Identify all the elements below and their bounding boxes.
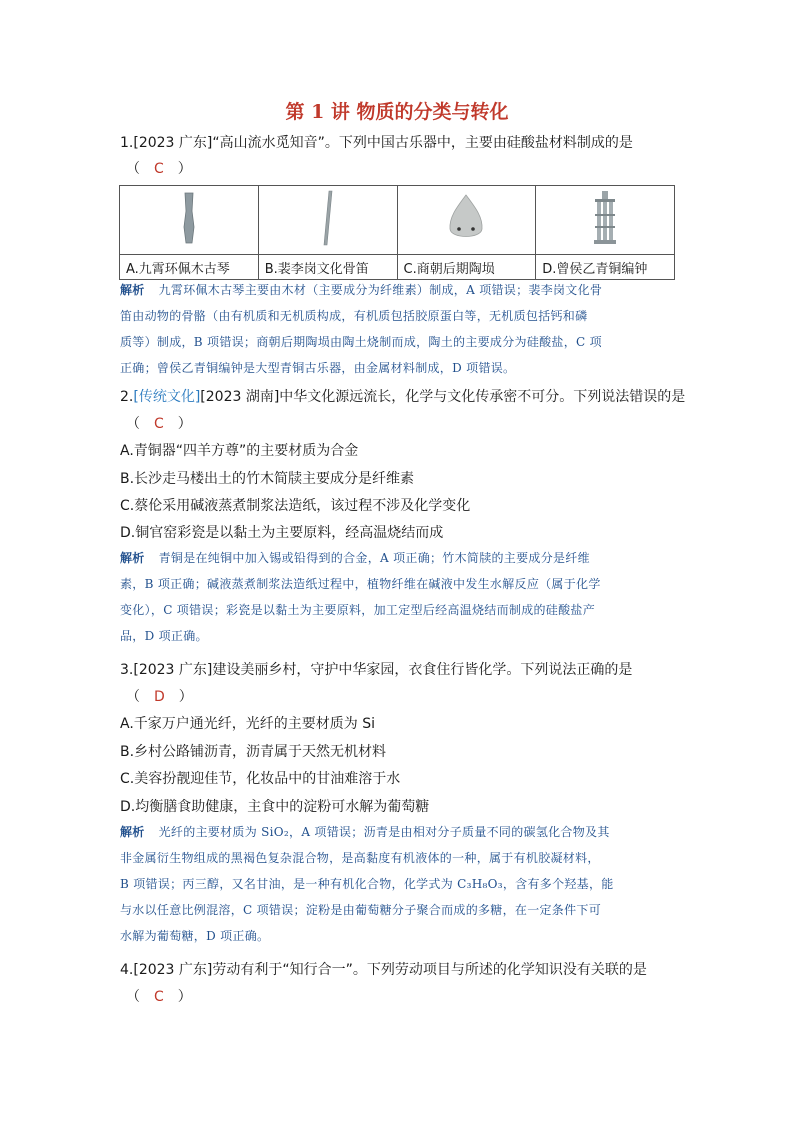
explanation-label: 解析 xyxy=(120,283,145,297)
option-d-cell: D.曾侯乙青铜编钟 xyxy=(536,255,675,280)
question-1-answer: （ C ） xyxy=(126,161,192,177)
answer-letter: C xyxy=(154,161,164,177)
table-cell xyxy=(120,186,259,255)
option-b-cell: B.裴李岗文化骨笛 xyxy=(258,255,397,280)
question-1-explanation xyxy=(120,277,676,381)
explanation-line: B 项错误；丙三醇，又名甘油，是一种有机化合物，化学式为 C₃H₈O₃，含有多个羟基，能 xyxy=(120,877,614,891)
question-3-explanation xyxy=(120,819,676,949)
answer-letter: D xyxy=(154,689,165,705)
question-1-stem: 1.[2023 广东]“高山流水觅知音”。下列中国古乐器中，主要由硅酸盐材料制成的是 xyxy=(120,135,633,151)
explanation-line: 非金属衍生物组成的黑褐色复杂混合物，是高黏度有机液体的一种，属于有机胶凝材料， xyxy=(120,851,600,865)
explanation-line: 解析 九霄环佩木古琴主要由木材（主要成分为纤维素）制成，A 项错误；裴李岗文化骨 xyxy=(120,283,603,297)
question-2-option-b: B.长沙走马楼出土的竹木简牍主要成分是纤维素 xyxy=(120,471,415,487)
page-title: 第 1 讲 物质的分类与转化 xyxy=(285,101,509,123)
explanation-line: 水解为葡萄糖，D 项正确。 xyxy=(120,929,270,943)
category-tag: [传统文化] xyxy=(133,389,201,405)
question-2-option-d: D.铜官窑彩瓷是以黏土为主要原料，经高温烧结而成 xyxy=(120,525,444,541)
explanation-label: 解析 xyxy=(120,825,145,839)
question-3-option-a: A.千家万户通光纤，光纤的主要材质为 Si xyxy=(120,716,376,732)
question-3-answer: （ D ） xyxy=(126,689,193,705)
question-4-answer: （ C ） xyxy=(126,989,192,1005)
explanation-line: 与水以任意比例混溶，C 项错误；淀粉是由葡萄糖分子聚合而成的多糖，在一定条件下可 xyxy=(120,903,601,917)
question-4-stem: 4.[2023 广东]劳动有利于“知行合一”。下列劳动项目与所述的化学知识没有关联的是 xyxy=(120,962,647,978)
explanation-line: 正确；曾侯乙青铜编钟是大型青铜古乐器，由金属材料制成，D 项错误。 xyxy=(120,361,516,375)
explanation-line: 质等）制成，B 项错误；商朝后期陶埙由陶土烧制而成，陶土的主要成分为硅酸盐，C 项 xyxy=(120,335,602,349)
question-3-option-c: C.美容扮靓迎佳节，化妆品中的甘油难溶于水 xyxy=(120,771,401,787)
explanation-line: 解析 青铜是在纯铜中加入锡或铅得到的合金，A 项正确；竹木简牍的主要成分是纤维 xyxy=(120,551,590,565)
question-2-option-a: A.青铜器“四羊方尊”的主要材质为合金 xyxy=(120,443,359,459)
xun-icon xyxy=(445,193,487,243)
table-cell xyxy=(258,186,397,255)
option-c-cell: C.商朝后期陶埙 xyxy=(397,255,536,280)
explanation-line: 变化），C 项错误；彩瓷是以黏土为主要原料，加工定型后经高温烧结而制成的硅酸盐产 xyxy=(120,603,595,617)
explanation-line: 素，B 项正确；碱液蒸煮制浆法造纸过程中，植物纤维在碱液中发生水解反应（属于化学 xyxy=(120,577,601,591)
table-cell xyxy=(536,186,675,255)
question-2-option-c: C.蔡伦采用碱液蒸煮制浆法造纸，该过程不涉及化学变化 xyxy=(120,498,471,514)
explanation-line: 解析 光纤的主要材质为 SiO₂，A 项错误；沥青是由相对分子质量不同的碳氢化合物及其 xyxy=(120,825,610,839)
instrument-table xyxy=(119,185,675,280)
bone-flute-icon xyxy=(321,189,335,247)
question-3-stem: 3.[2023 广东]建设美丽乡村，守护中华家园，衣食住行皆化学。下列说法正确的是 xyxy=(120,662,633,678)
question-2-explanation xyxy=(120,545,676,649)
table-cell xyxy=(397,186,536,255)
answer-letter: C xyxy=(154,416,164,432)
question-3-option-b: B.乡村公路铺沥青，沥青属于天然无机材料 xyxy=(120,744,387,760)
explanation-line: 笛由动物的骨骼（由有机质和无机质构成，有机质包括胶原蛋白等，无机质包括钙和磷 xyxy=(120,309,588,323)
question-2-stem: 2.[传统文化][2023 湖南]中华文化源远流长，化学与文化传承密不可分。下列说法错误的是 xyxy=(120,389,686,405)
answer-letter: C xyxy=(154,989,164,1005)
explanation-label: 解析 xyxy=(120,551,145,565)
question-3-option-d: D.均衡膳食助健康，主食中的淀粉可水解为葡萄糖 xyxy=(120,799,430,815)
explanation-line: 品，D 项正确。 xyxy=(120,629,208,643)
question-2-answer: （ C ） xyxy=(126,416,192,432)
guqin-icon xyxy=(182,191,196,245)
bianzhong-icon xyxy=(592,190,618,246)
option-a-cell: A.九霄环佩木古琴 xyxy=(120,255,259,280)
